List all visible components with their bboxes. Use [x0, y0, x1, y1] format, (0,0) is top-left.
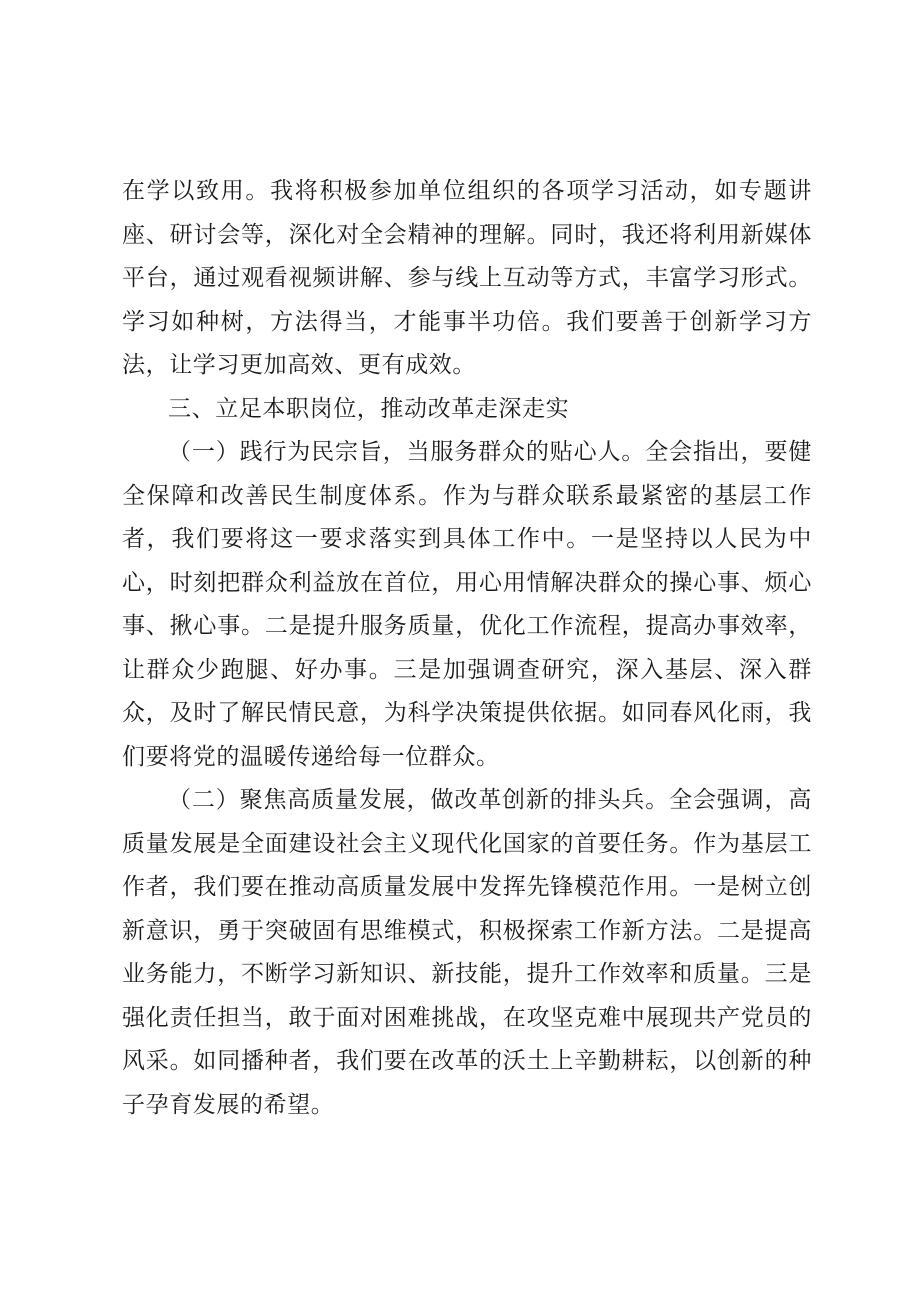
section-heading: 三、立足本职岗位，推动改革走深走实	[168, 395, 570, 422]
document-body	[122, 170, 812, 1127]
paragraph-subsection-1: （一）践行为民宗旨，当服务群众的贴心人。全会指出，要健全保障和改善民生制度体系。作为与群众联系最紧密的基层工作者，我们要将这一要求落实到具体工作中。一是坚持以人民为中心，时刻把群众利益放在首位，用心用情解决群众的操心事、烦心事、揪心事。二是提升服务质量，优化工作流程，提高办事效率，让群众少跑腿、好办事。三是加强调查研究，深入基层、深入群众，及时了解民情民意，为科学决策提供依据。如同春风化雨，我们要将党的温暖传递给每一位群众。	[122, 439, 812, 770]
paragraph-continuation: 在学以致用。我将积极参加单位组织的各项学习活动，如专题讲座、研讨会等，深化对全会精神的理解。同时，我还将利用新媒体平台，通过观看视频讲解、参与线上互动等方式，丰富学习形式。学习如种树，方法得当，才能事半功倍。我们要善于创新学习方法，让学习更加高效、更有成效。	[122, 178, 812, 378]
paragraph-subsection-2: （二）聚焦高质量发展，做改革创新的排头兵。全会强调，高质量发展是全面建设社会主义现代化国家的首要任务。作为基层工作者，我们要在推动高质量发展中发挥先锋模范作用。一是树立创新意识，勇于突破固有思维模式，积极探索工作新方法。二是提高业务能力，不断学习新知识、新技能，提升工作效率和质量。三是强化责任担当，敢于面对困难挑战，在攻坚克难中展现共产党员的风采。如同播种者，我们要在改革的沃土上辛勤耕耘，以创新的种子孕育发展的希望。	[122, 787, 812, 1118]
